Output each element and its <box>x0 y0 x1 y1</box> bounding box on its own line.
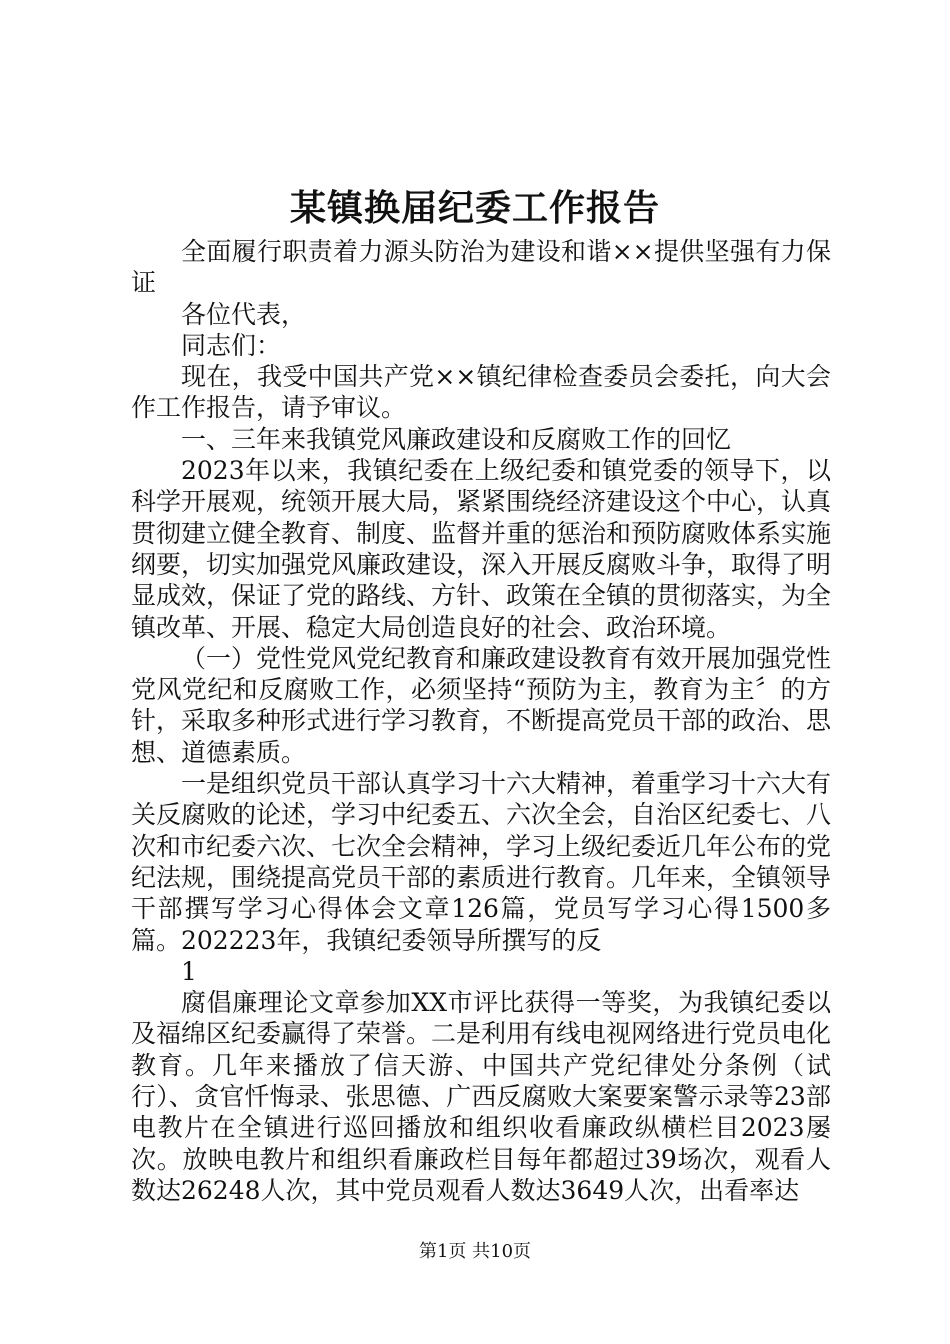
body-paragraph: 一是组织党员干部认真学习十六大精神，着重学习十六大有关反腐败的论述，学习中纪委五、六次全会，自治区纪委七、八次和市纪委六次、七次全会精神，学习上级纪委近几年公布的党纪法规，围绕提高党员干部的素质进行教育。几年来，全镇领导干部撰写学习心得体会文章126篇，党员写学习心得1500多篇。202223年，我镇纪委领导所撰写的反 <box>131 769 832 955</box>
page-footer: 第1页 共10页 <box>418 1241 532 1262</box>
body-paragraph: 腐倡廉理论文章参加XX市评比获得一等奖，为我镇纪委以及福绵区纪委赢得了荣誉。二是利用有线电视网络进行党员电化教育。几年来播放了信天游、中国共产党纪律处分条例（试行）、贪官忏悔录、张思德、广西反腐败大案要案警示录等23部电教片在全镇进行巡回播放和组织收看廉政纵横栏目2023屡次。放映电教片和组织看廉政栏目每年都超过39场次，观看人数达26248人次，其中党员观看人数达3649人次，出看率达 <box>131 988 832 1205</box>
section-heading-1: 一、三年来我镇党风廉政建设和反腐败工作的回忆 <box>181 424 732 454</box>
salutation-delegates: 各位代表， <box>181 299 307 329</box>
salutation-comrades: 同志们： <box>181 330 282 360</box>
subsection-paragraph: （一）党性党风党纪教育和廉政建设教育有效开展加强党性党风党纪和反腐败工作，必须坚持“预防为主，教育为主〞的方针，采取多种形式进行学习教育，不断提高党员干部的政治、思想、道德素质。 <box>131 643 832 767</box>
subtitle-paragraph: 全面履行职责着力源头防治为建设和谐××提供坚强有力保证 <box>131 237 831 298</box>
document-title: 某镇换届纪委工作报告 <box>289 187 660 229</box>
body-paragraph: 2023年以来，我镇纪委在上级纪委和镇党委的领导下，以科学开展观，统领开展大局，紧紧围绕经济建设这个中心，认真贯彻建立健全教育、制度、监督并重的惩治和预防腐败体系实施纲要，切实加强党风廉政建设，深入开展反腐败斗争，取得了明显成效，保证了党的路线、方针、政策在全镇的贯彻落实，为全镇改革、开展、稳定大局创造良好的社会、政治环境。 <box>131 456 832 642</box>
document-body <box>131 236 831 1206</box>
intro-paragraph: 现在，我受中国共产党××镇纪律检查委员会委托，向大会作工作报告，请予审议。 <box>131 362 831 423</box>
inline-page-number: 1 <box>181 956 197 986</box>
